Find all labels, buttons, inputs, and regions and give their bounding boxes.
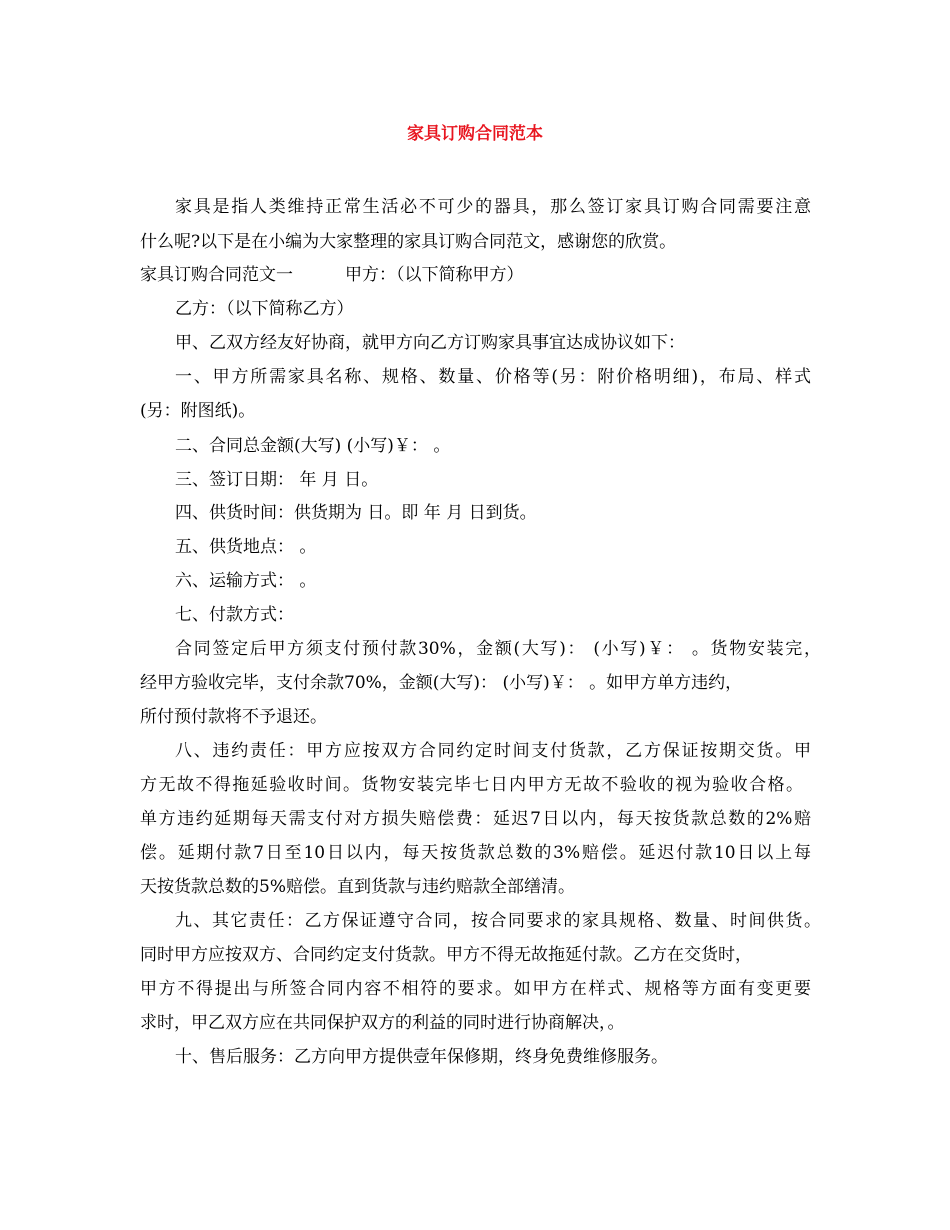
clause-8-line: 单方违约延期每天需支付对方损失赔偿费：延迟7日以内，每天按货款总数的2%赔 <box>140 809 811 829</box>
clause-1-line: (另：附图纸)。 <box>140 401 256 421</box>
clause-8-line: 偿。延期付款7日至10日以内，每天按货款总数的3%赔偿。延迟付款10日以上每 <box>140 843 811 863</box>
clause-7-line: 合同签定后甲方须支付预付款30%，金额(大写)： (小写)￥： 。货物安装完， <box>175 639 821 659</box>
clause-8-line: 方无故不得拖延验收时间。货物安装完毕七日内甲方无故不验收的视为验收合格。 <box>140 775 803 795</box>
clause-7-line: 七、付款方式： <box>175 605 294 625</box>
clause-5-line: 五、供货地点： 。 <box>175 537 317 557</box>
party-a-line: 甲方：（以下简称甲方） <box>345 265 524 285</box>
paragraph-line: 甲、乙双方经友好协商，就甲方向乙方订购家具事宜达成协议如下： <box>175 333 685 353</box>
document-title: 家具订购合同范本 <box>407 124 543 144</box>
clause-7-line: 经甲方验收完毕，支付余款70%，金额(大写)： (小写)￥： 。如甲方单方违约， <box>140 673 743 693</box>
clause-8-line: 天按货款总数的5%赔偿。直到货款与违约赔款全部缮清。 <box>140 877 575 897</box>
clause-4-line: 四、供货时间：供货期为 日。即 年 月 日到货。 <box>175 503 537 523</box>
clause-6-line: 六、运输方式： 。 <box>175 571 317 591</box>
party-b-line: 乙方：（以下简称乙方） <box>175 299 354 319</box>
clause-3-line: 三、签订日期： 年 月 日。 <box>175 470 379 490</box>
clause-9-line: 同时甲方应按双方、合同约定支付货款。甲方不得无故拖延付款。乙方在交货时， <box>140 945 752 965</box>
clause-1-line: 一、甲方所需家具名称、规格、数量、价格等(另：附价格明细)，布局、样式 <box>175 367 811 387</box>
section-heading: 家具订购合同范文一 <box>140 265 293 285</box>
clause-7-line: 所付预付款将不予退还。 <box>140 707 327 727</box>
clause-9-line: 求时，甲乙双方应在共同保护双方的利益的同时进行协商解决，。 <box>140 1013 625 1033</box>
clause-2-line: 二、合同总金额(大写) (小写)￥： 。 <box>175 436 451 456</box>
clause-10-line: 十、售后服务：乙方向甲方提供壹年保修期，终身免费维修服务。 <box>175 1047 668 1067</box>
paragraph-line: 家具是指人类维持正常生活必不可少的器具，那么签订家具订购合同需要注意 <box>175 197 811 217</box>
clause-9-line: 九、其它责任：乙方保证遵守合同，按合同要求的家具规格、数量、时间供货。 <box>175 911 821 931</box>
paragraph-line: 什么呢?以下是在小编为大家整理的家具订购合同范文，感谢您的欣赏。 <box>140 232 677 252</box>
clause-9-line: 甲方不得提出与所签合同内容不相符的要求。如甲方在样式、规格等方面有变更要 <box>140 979 811 999</box>
clause-8-line: 八、违约责任：甲方应按双方合同约定时间支付货款，乙方保证按期交货。甲 <box>175 741 811 761</box>
